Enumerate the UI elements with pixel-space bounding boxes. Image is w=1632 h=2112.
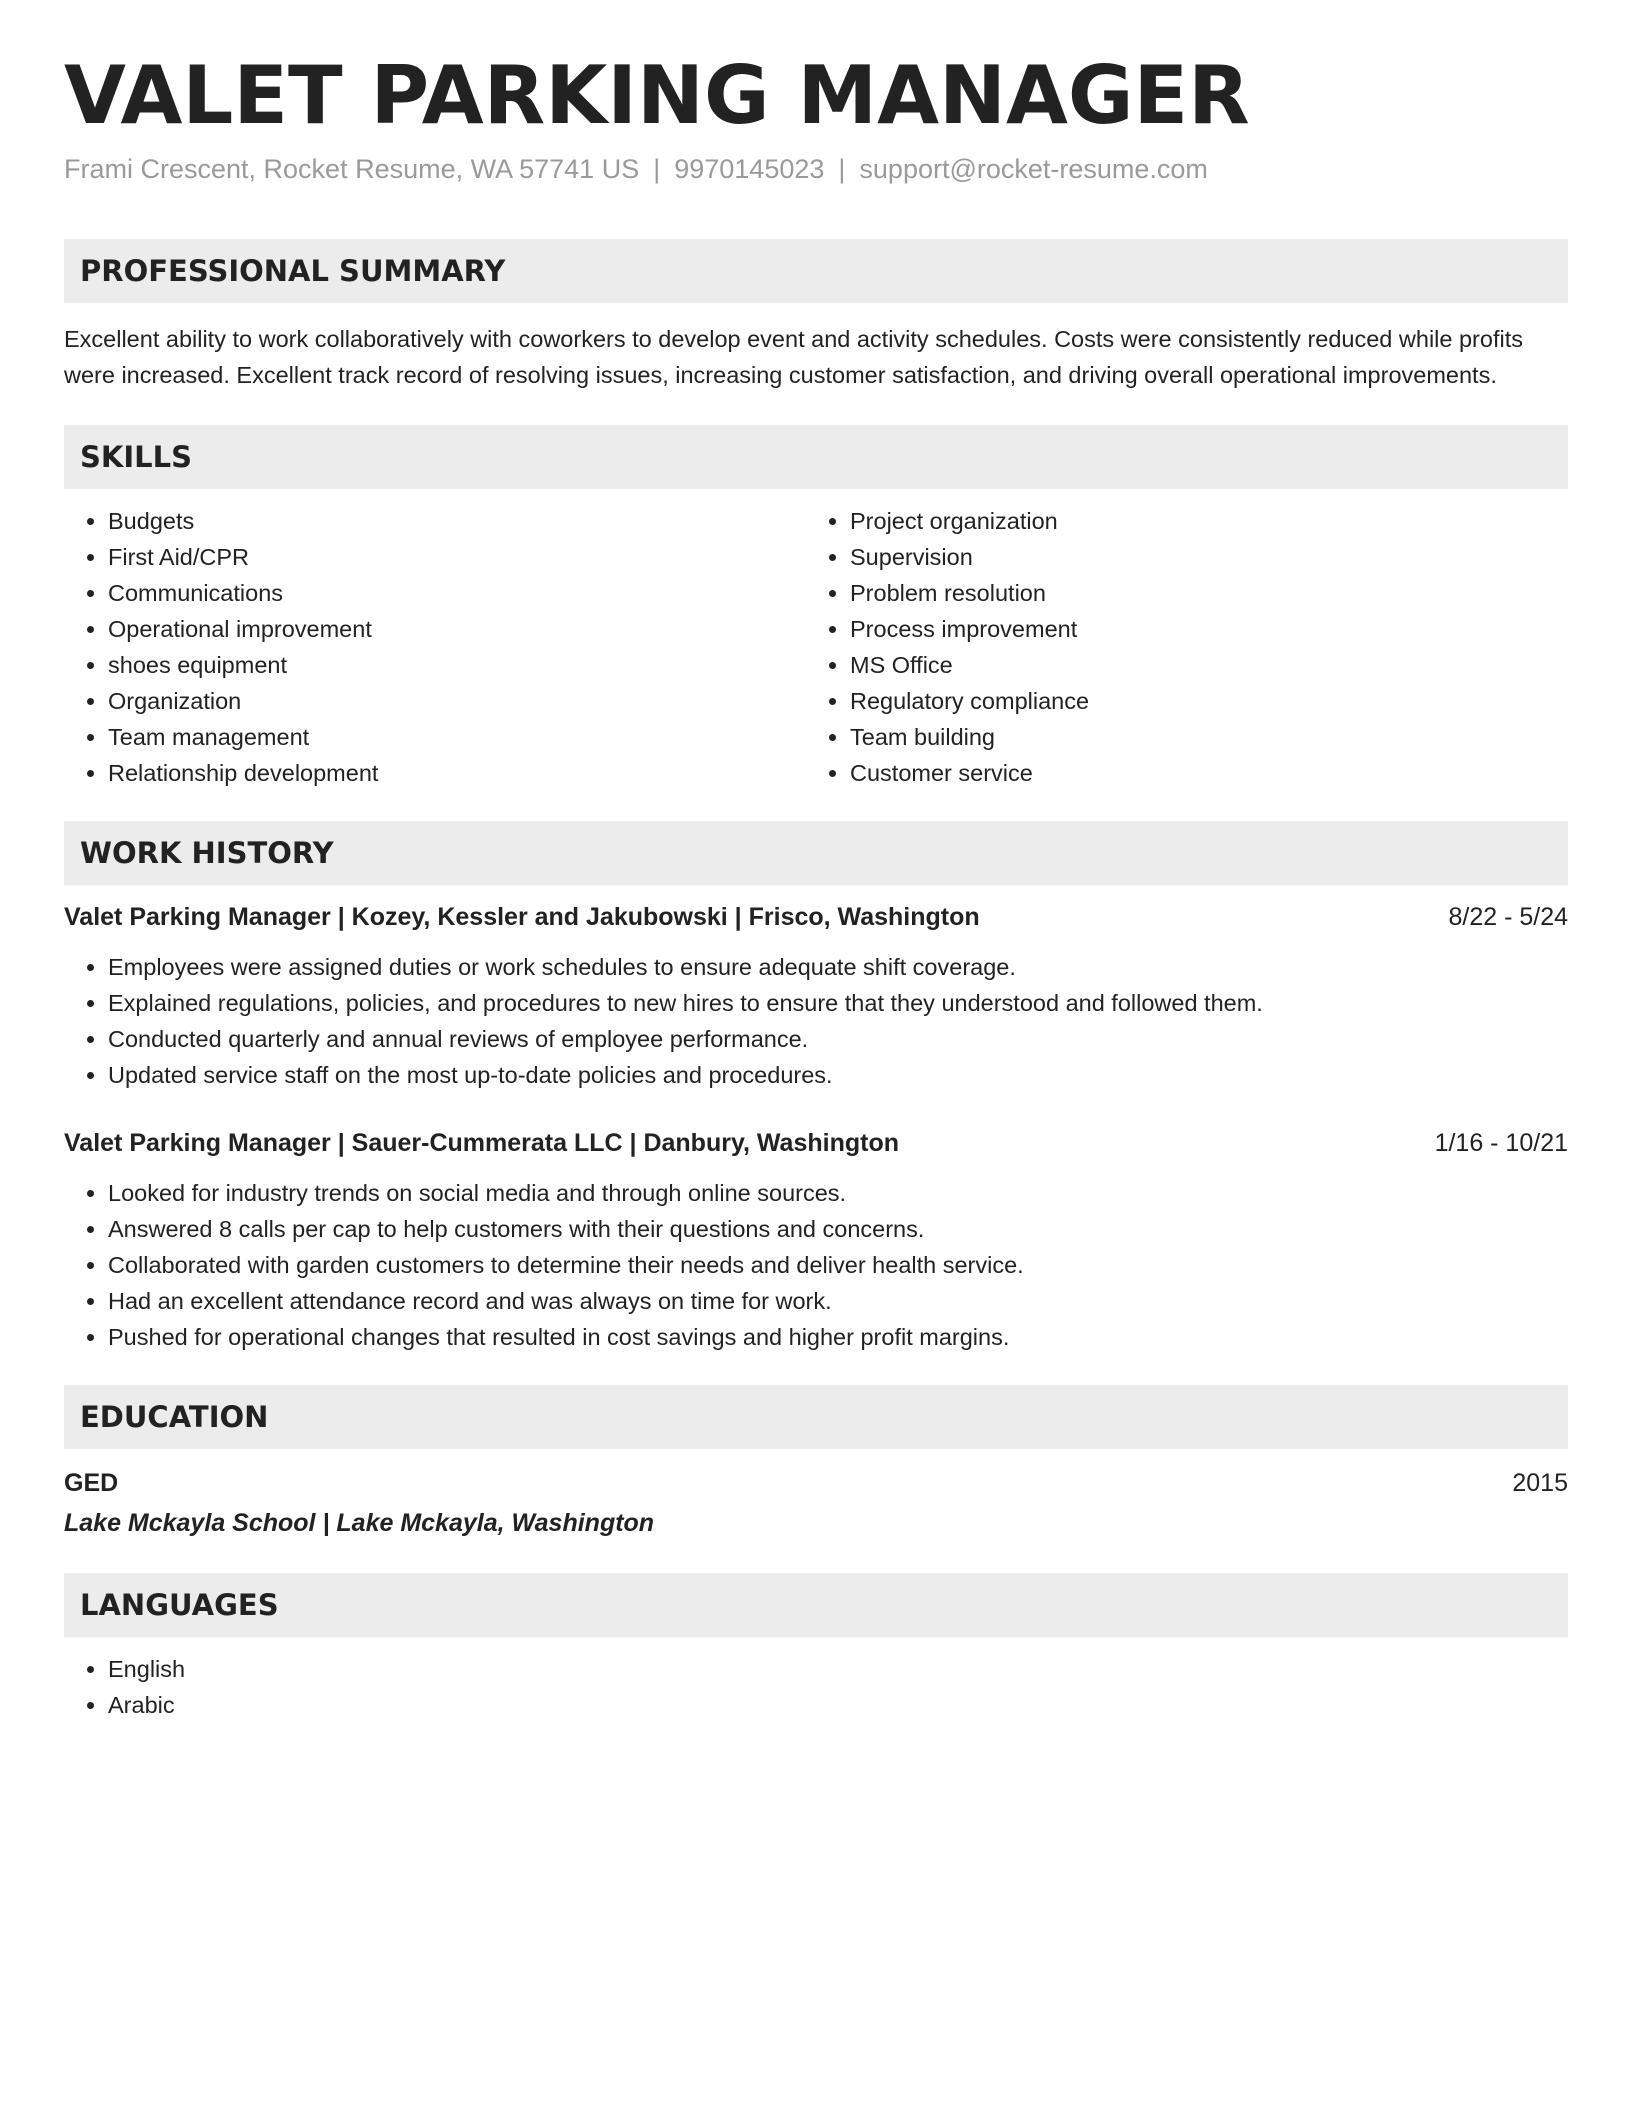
- education-year: 2015: [1512, 1469, 1568, 1498]
- list-item: • Had an excellent attendance record and was always on time for work.: [108, 1283, 1568, 1319]
- skills-heading: SKILLS: [64, 425, 1568, 489]
- education-entry: [64, 1463, 1568, 1543]
- list-item: • Operational improvement: [108, 611, 806, 647]
- skills-column-right: [806, 503, 1548, 791]
- job-entry: [64, 1125, 1568, 1355]
- list-item: • Looked for industry trends on social media and through online sources.: [108, 1175, 1568, 1211]
- job-dates: 1/16 - 10/21: [1434, 1129, 1568, 1158]
- education-heading: EDUCATION: [64, 1385, 1568, 1449]
- list-item: • MS Office: [850, 647, 1548, 683]
- list-item: • English: [108, 1651, 1568, 1687]
- list-item: • Arabic: [108, 1687, 1568, 1723]
- contact-separator: |: [838, 154, 846, 184]
- list-item: • Team building: [850, 719, 1548, 755]
- list-item: • Supervision: [850, 539, 1548, 575]
- job-title: Valet Parking Manager | Sauer-Cummerata LLC | Danbury, Washington: [64, 1129, 899, 1158]
- skills-column-left: [64, 503, 806, 791]
- list-item: • Pushed for operational changes that resulted in cost savings and higher profit margins.: [108, 1319, 1568, 1355]
- list-item: • Explained regulations, policies, and procedures to new hires to ensure that they understood and followed them.: [108, 985, 1568, 1021]
- list-item: • Project organization: [850, 503, 1548, 539]
- summary-text: Excellent ability to work collaboratively with coworkers to develop event and activity schedules. Costs were consistently reduced while profits were increased. Excellent track record of resolving issues, increasing customer satisfaction, and driving overall operational improvements.: [64, 326, 1523, 389]
- list-item: • Customer service: [850, 755, 1548, 791]
- contact-line: [64, 152, 1568, 187]
- contact-address: Frami Crescent, Rocket Resume, WA 57741 US: [64, 154, 640, 184]
- education-school: Lake Mckayla School | Lake Mckayla, Washington: [64, 1509, 655, 1538]
- list-item: • Problem resolution: [850, 575, 1548, 611]
- contact-separator: |: [653, 154, 661, 184]
- list-item: • Employees were assigned duties or work schedules to ensure adequate shift coverage.: [108, 949, 1568, 985]
- list-item: • Answered 8 calls per cap to help customers with their questions and concerns.: [108, 1211, 1568, 1247]
- list-item: • Budgets: [108, 503, 806, 539]
- list-item: • Communications: [108, 575, 806, 611]
- languages-list: [64, 1651, 1568, 1723]
- list-item: • Process improvement: [850, 611, 1548, 647]
- education-degree: GED: [64, 1469, 119, 1498]
- list-item: • Collaborated with garden customers to determine their needs and deliver health service.: [108, 1247, 1568, 1283]
- list-item: • Relationship development: [108, 755, 806, 791]
- job-entry: [64, 899, 1568, 1093]
- job-title: Valet Parking Manager | Kozey, Kessler and Jakubowski | Frisco, Washington: [64, 903, 980, 932]
- languages-heading: LANGUAGES: [64, 1573, 1568, 1637]
- resume-title: VALET PARKING MANAGER: [64, 49, 1250, 142]
- list-item: • Regulatory compliance: [850, 683, 1548, 719]
- list-item: • Team management: [108, 719, 806, 755]
- list-item: • First Aid/CPR: [108, 539, 806, 575]
- list-item: • Organization: [108, 683, 806, 719]
- job-dates: 8/22 - 5/24: [1448, 903, 1568, 932]
- contact-email: support@rocket-resume.com: [859, 154, 1208, 184]
- work-history-heading: WORK HISTORY: [64, 821, 1568, 885]
- contact-phone: 9970145023: [674, 154, 825, 184]
- list-item: • shoes equipment: [108, 647, 806, 683]
- summary-heading: PROFESSIONAL SUMMARY: [64, 239, 1568, 303]
- list-item: • Updated service staff on the most up-to-date policies and procedures.: [108, 1057, 1568, 1093]
- list-item: • Conducted quarterly and annual reviews of employee performance.: [108, 1021, 1568, 1057]
- skills-list: [64, 503, 1568, 791]
